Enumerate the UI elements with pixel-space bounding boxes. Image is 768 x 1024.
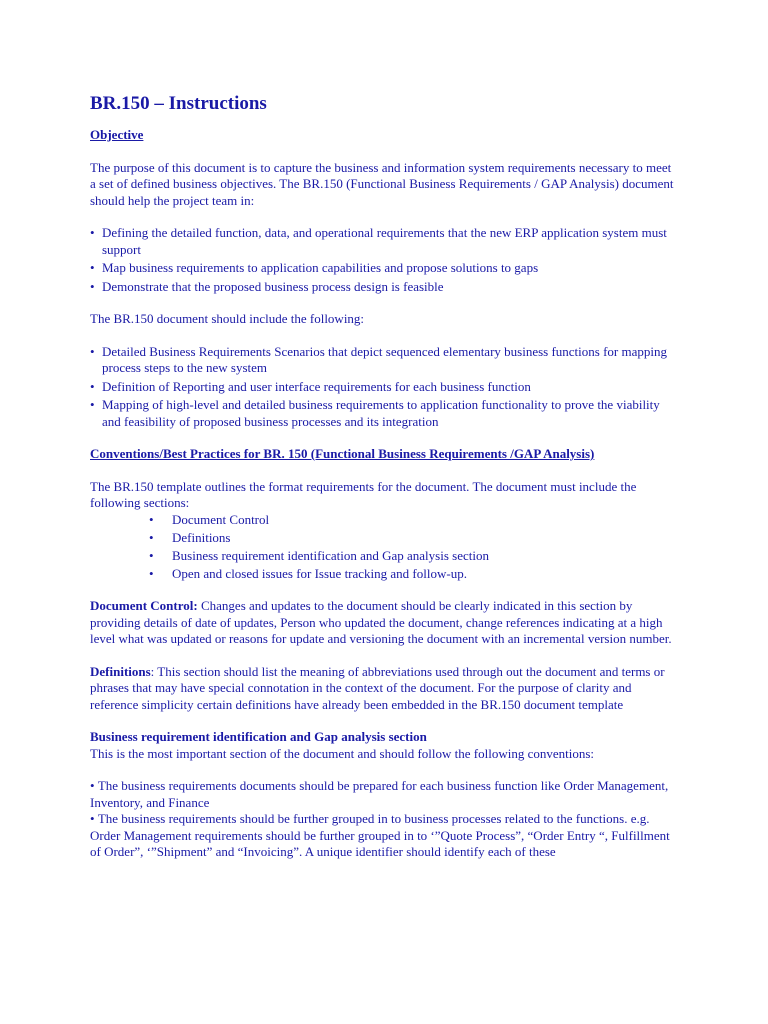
document-control-label: Document Control: [90,598,198,613]
list-item: • Open and closed issues for Issue tracking and follow-up. [90,566,680,583]
document-control-text: Changes and updates to the document should be clearly indicated in this section by providing details of date of updates, Person who updated the document, change references indicating at a high level what was updated or reasons for update and versioning the document with an incremental version number. [90,598,672,646]
list-item: • Mapping of high-level and detailed business requirements to application functionality to prove the viability and feasibility of proposed business processes and its integration [90,397,680,430]
objective-heading: Objective [90,127,144,142]
definitions-text: : This section should list the meaning of abbreviations used through out the document and terms or phrases that may have special connotation in the context of the document. For the purpose of clarity and reference simplicity certain definitions have already been embedded in the BR.150 document template [90,663,665,712]
include-intro: The BR.150 document should include the following: [90,311,365,326]
conventions-intro: The BR.150 template outlines the format requirements for the document. The document must include the following sections: [90,478,637,510]
definitions-paragraph [90,664,680,714]
business-req-heading: Business requirement identification and Gap analysis section [90,729,427,744]
conventions-heading: Conventions/Best Practices for BR. 150 (Functional Business Requirements /GAP Analysis) [90,446,595,461]
list-item: • Definition of Reporting and user interface requirements for each business function [90,379,680,396]
objective-intro: The purpose of this document is to capture the business and information system requirements necessary to meet a set of defined business objectives. The BR.150 (Functional Business Requirements / GAP Analysis) document should help the project team in: [90,159,674,208]
document-page [90,92,680,861]
document-title: BR.150 – Instructions [90,93,267,114]
include-bullet-list [90,344,680,431]
business-req-intro: This is the most important section of the document and should follow the following conventions: [90,745,595,761]
list-item: • Document Control [90,512,680,529]
definitions-label: Definitions [90,663,151,679]
list-item: • Detailed Business Requirements Scenarios that depict sequenced elementary business functions for mapping process steps to the new system [90,344,680,377]
list-item: • Definitions [90,530,680,547]
business-req-point: • The business requirements should be further grouped in to business processes related to the functions. e.g. Order Management requirements should be further grouped in to ‘”Quote Process”, “Order Entry “, Fulfillment of Order”, ‘”Shipment” and “Invoicing”. A unique identifier should identify each of these [90,811,680,861]
objective-bullet-list [90,225,680,295]
list-item: • Business requirement identification and Gap analysis section [90,548,680,565]
list-item: • Demonstrate that the proposed business process design is feasible [90,279,680,296]
list-item: • Defining the detailed function, data, and operational requirements that the new ERP application system must support [90,225,680,258]
business-req-point: • The business requirements documents should be prepared for each business function like Order Management, Inventory, and Finance [90,778,680,811]
list-item: • Map business requirements to application capabilities and propose solutions to gaps [90,260,680,277]
document-control-paragraph [90,598,680,648]
sections-list [90,512,680,583]
